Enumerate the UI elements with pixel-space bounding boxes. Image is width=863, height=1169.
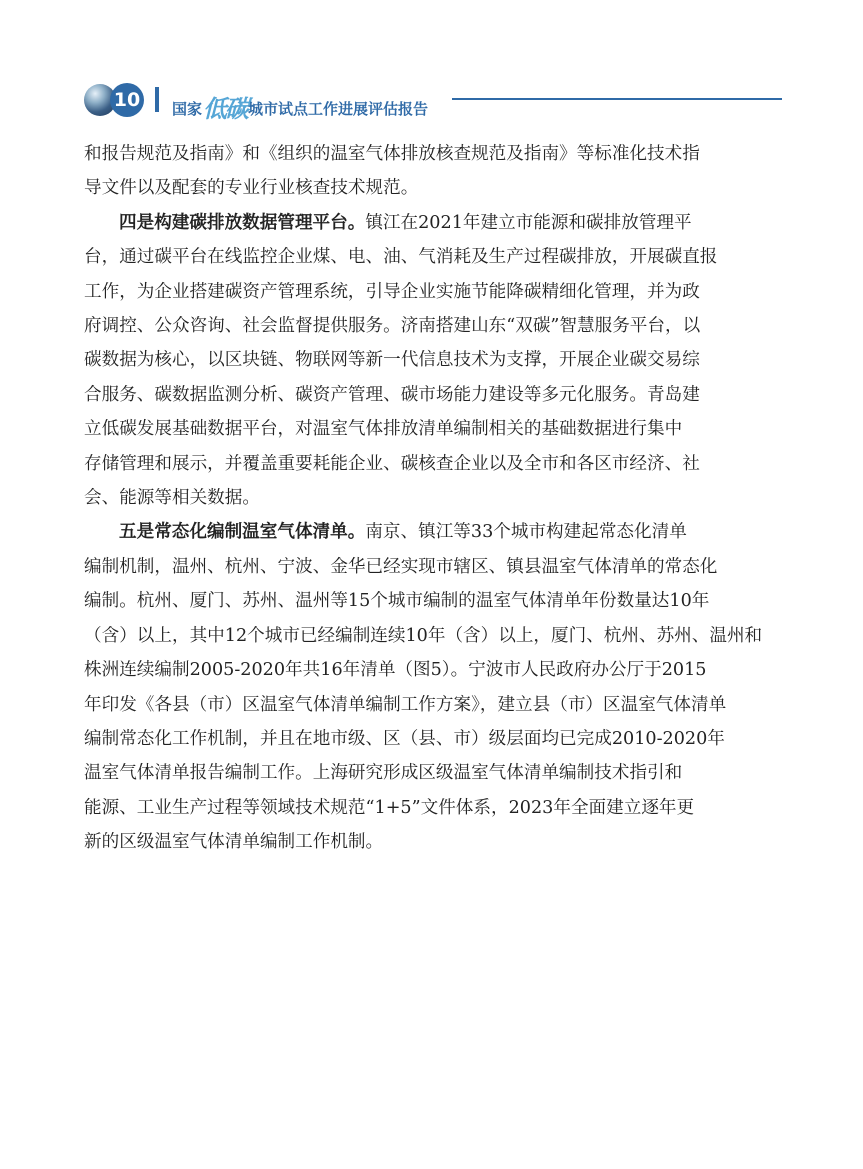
running-header <box>84 78 784 123</box>
para3-line: （含）以上，其中12个城市已经编制连续10年（含）以上，厦门、杭州、苏州、温州和 <box>84 625 763 646</box>
para3-line: 编制常态化工作机制，并且在地市级、区（县、市）级层面均已完成2010-2020年 <box>84 728 725 749</box>
para3-line: 年印发《各县（市）区温室气体清单编制工作方案》，建立县（市）区温室气体清单 <box>84 694 727 715</box>
header-title-script: 低碳 <box>203 94 248 123</box>
para3-line: 新的区级温室气体清单编制工作机制。 <box>84 832 384 853</box>
para3-line: 能源、工业生产过程等领域技术规范“1+5”文件体系，2023年全面建立逐年更 <box>84 797 695 818</box>
para1-line: 和报告规范及指南》和《组织的温室气体排放核查规范及指南》等标准化技术指 <box>84 144 700 164</box>
para2-line: 镇江在2021年建立市能源和碳排放管理平 <box>365 212 692 233</box>
para2-first-line <box>84 206 784 240</box>
header-rule <box>452 98 782 100</box>
para3-title: 五是常态化编制温室气体清单。 <box>119 521 366 543</box>
para2-title: 四是构建碳排放数据管理平台。 <box>119 211 366 233</box>
para1-line: 导文件以及配套的专业行业核查技术规范。 <box>84 178 419 199</box>
header-title <box>172 89 428 124</box>
para3-line: 编制。杭州、厦门、苏州、温州等15个城市编制的温室气体清单年份数量达10年 <box>84 591 710 612</box>
header-title-prefix: 国家 <box>172 100 203 118</box>
para2-line: 会、能源等相关数据。 <box>84 488 260 509</box>
para2-line: 工作，为企业搭建碳资产管理系统，引导企业实施节能降碳精细化管理，并为政 <box>84 281 700 302</box>
para3-first-line <box>84 515 784 549</box>
header-divider <box>155 87 159 112</box>
para2-line: 府调控、公众咨询、社会监督提供服务。济南搭建山东“双碳”智慧服务平台，以 <box>84 316 701 337</box>
para3-line: 编制机制，温州、杭州、宁波、金华已经实现市辖区、镇县温室气体清单的常态化 <box>84 556 718 577</box>
para2-line: 立低碳发展基础数据平台，对温室气体排放清单编制相关的基础数据进行集中 <box>84 419 683 440</box>
para2-line: 合服务、碳数据监测分析、碳资产管理、碳市场能力建设等多元化服务。青岛建 <box>84 384 700 405</box>
para2-line: 台，通过碳平台在线监控企业煤、电、油、气消耗及生产过程碳排放，开展碳直报 <box>84 247 718 268</box>
para3-line: 株洲连续编制2005-2020年共16年清单（图5）。宁波市人民政府办公厅于2015 <box>84 660 707 681</box>
para2-line: 碳数据为核心，以区块链、物联网等新一代信息技术为支撑，开展企业碳交易综 <box>84 350 700 371</box>
para3-line: 温室气体清单报告编制工作。上海研究形成区级温室气体清单编制技术指引和 <box>84 763 683 784</box>
body-text <box>84 137 784 860</box>
para2-line: 存储管理和展示，并覆盖重要耗能企业、碳核查企业以及全市和各区市经济、社 <box>84 453 700 474</box>
header-title-suffix: 城市试点工作进展评估报告 <box>248 100 429 118</box>
page-number: 10 <box>110 83 144 117</box>
para3-line: 南京、镇江等33个城市构建起常态化清单 <box>365 522 687 543</box>
